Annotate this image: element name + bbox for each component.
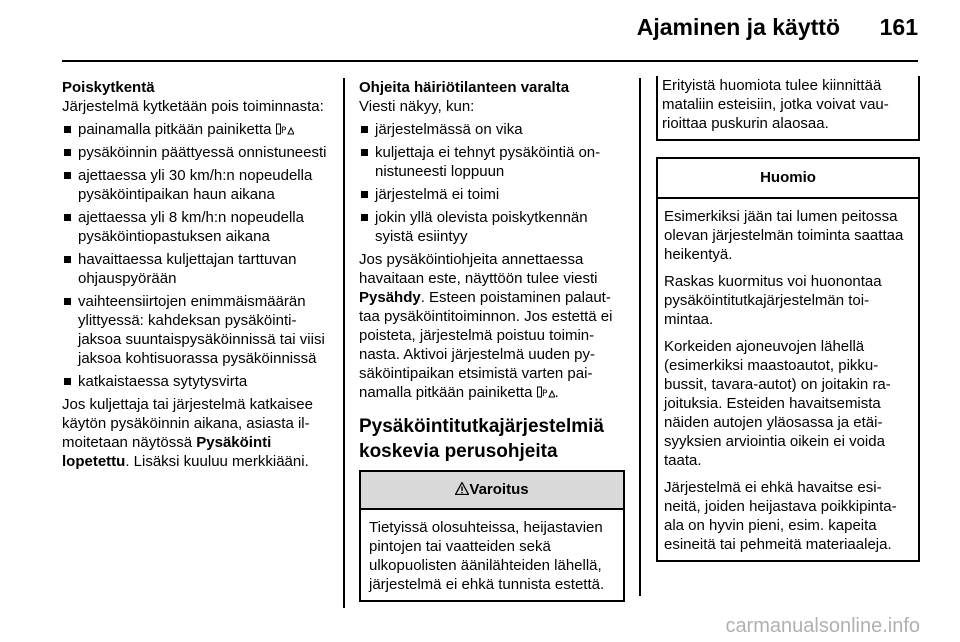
fault-paragraph: Jos pysäköintiohjeita annettaessa havaitaan este, näyttöön tulee viesti Pysähdy. Esteen poistaminen palauttaa pysäköintitoiminnon. Jos estettä ei poisteta, järjestelmä poistuu toiminnasta. Aktivoi järjestelmä uuden pysäköintipaikan etsimistä varten painamalla pitkään painiketta P . <box>359 251 613 401</box>
list-item: järjestelmässä on vika <box>359 120 625 139</box>
list-item: jokin yllä olevista poiskytkennän syistä esiintyy <box>359 208 625 246</box>
watermark: carmanualsonline.info <box>725 615 920 637</box>
deactivation-intro: Järjestelmä kytketään pois toiminnasta: <box>62 98 324 115</box>
deactivation-heading: Poiskytkentä <box>62 79 155 96</box>
fault-list <box>359 120 625 246</box>
warning-triangle-icon <box>455 482 469 495</box>
fault-heading: Ohjeita häiriötilanteen varalta <box>359 79 570 96</box>
column-notes <box>656 78 920 562</box>
park-assist-icon <box>537 386 555 398</box>
list-item: vaihteensiirtojen enimmäismäärän ylittyessä: kahdeksan pysäköintijaksoa suuntaispysäköinnissä tai viisi jaksoa kohtisuorassa pysäköinnissä <box>62 292 330 368</box>
note-header: Huomio <box>658 159 918 199</box>
page-number: 161 <box>879 14 918 40</box>
list-item: ajettaessa yli 8 km/h:n nopeudella pysäköintiopastuksen aikana <box>62 208 330 246</box>
header-title: Ajaminen ja käyttö <box>636 14 840 40</box>
park-assist-icon <box>276 123 294 135</box>
fault-intro: Viesti näkyy, kun: <box>359 98 475 115</box>
deactivation-list <box>62 120 330 391</box>
warning-text: Tietyissä olosuhteissa, heijastavien pintojen tai vaatteiden sekä ulkopuolisten äänilähteiden lähellä, järjestelmä ei ehkä tunnista estettä. <box>369 519 605 593</box>
note-paragraph: Korkeiden ajoneuvojen lähellä (esimerkiksi maastoautot, pikkubussit, tavara-autot) on joitakin rajoituksia. Esteiden havaitsemista näiden autojen yläosassa ja etäisyyksien arviointia oikein ei voida taata. <box>664 338 891 469</box>
list-item: painamalla pitkään painiketta P <box>62 120 330 139</box>
warning-box <box>359 470 625 602</box>
warning-title: Varoitus <box>469 481 529 498</box>
header-rule <box>62 60 918 62</box>
note-paragraph: Järjestelmä ei ehkä havaitse esineitä, joiden heijastava poikkipinta-ala on hyvin pieni, esim. kapeita esineitä tai pehmeitä materiaaleja. <box>664 479 897 553</box>
info-text: Erityistä huomiota tulee kiinnittää mataliin esteisiin, jotka voivat vaurioittaa puskurin alaosaa. <box>662 77 889 132</box>
warning-header <box>361 472 623 510</box>
info-box <box>656 76 920 141</box>
note-paragraph: Raskas kuormitus voi huonontaa pysäköintitutkajärjestelmän toimintaa. <box>664 273 882 328</box>
column-divider <box>343 78 345 608</box>
list-item: kuljettaja ei tehnyt pysäköintiä onnistuneesti loppuun <box>359 143 625 181</box>
section-heading: Pysäköintitutkajärjestelmiä koskevia perusohjeita <box>359 416 604 462</box>
column-fault <box>359 78 625 602</box>
column-divider <box>639 78 641 596</box>
list-item: ajettaessa yli 30 km/h:n nopeudella pysäköintipaikan haun aikana <box>62 166 330 204</box>
note-paragraph: Esimerkiksi jään tai lumen peitossa olevan järjestelmän toiminta saattaa heikentyä. <box>664 208 904 263</box>
svg-text:P: P <box>280 126 287 135</box>
list-item: järjestelmä ei toimi <box>359 185 625 204</box>
list-item: katkaistaessa sytytysvirta <box>62 372 330 391</box>
column-deactivation <box>62 78 330 471</box>
list-item: pysäköinnin päättyessä onnistuneesti <box>62 143 330 162</box>
svg-text:P: P <box>541 389 548 398</box>
note-body <box>658 199 918 560</box>
list-item: havaittaessa kuljettajan tarttuvan ohjauspyörään <box>62 250 330 288</box>
note-box <box>656 157 920 562</box>
deactivation-paragraph: Jos kuljettaja tai järjestelmä katkaisee käytön pysäköinnin aikana, asiasta ilmoitetaan näytössä Pysäköinti lopetettu. Lisäksi kuuluu merkkiääni. <box>62 396 313 470</box>
